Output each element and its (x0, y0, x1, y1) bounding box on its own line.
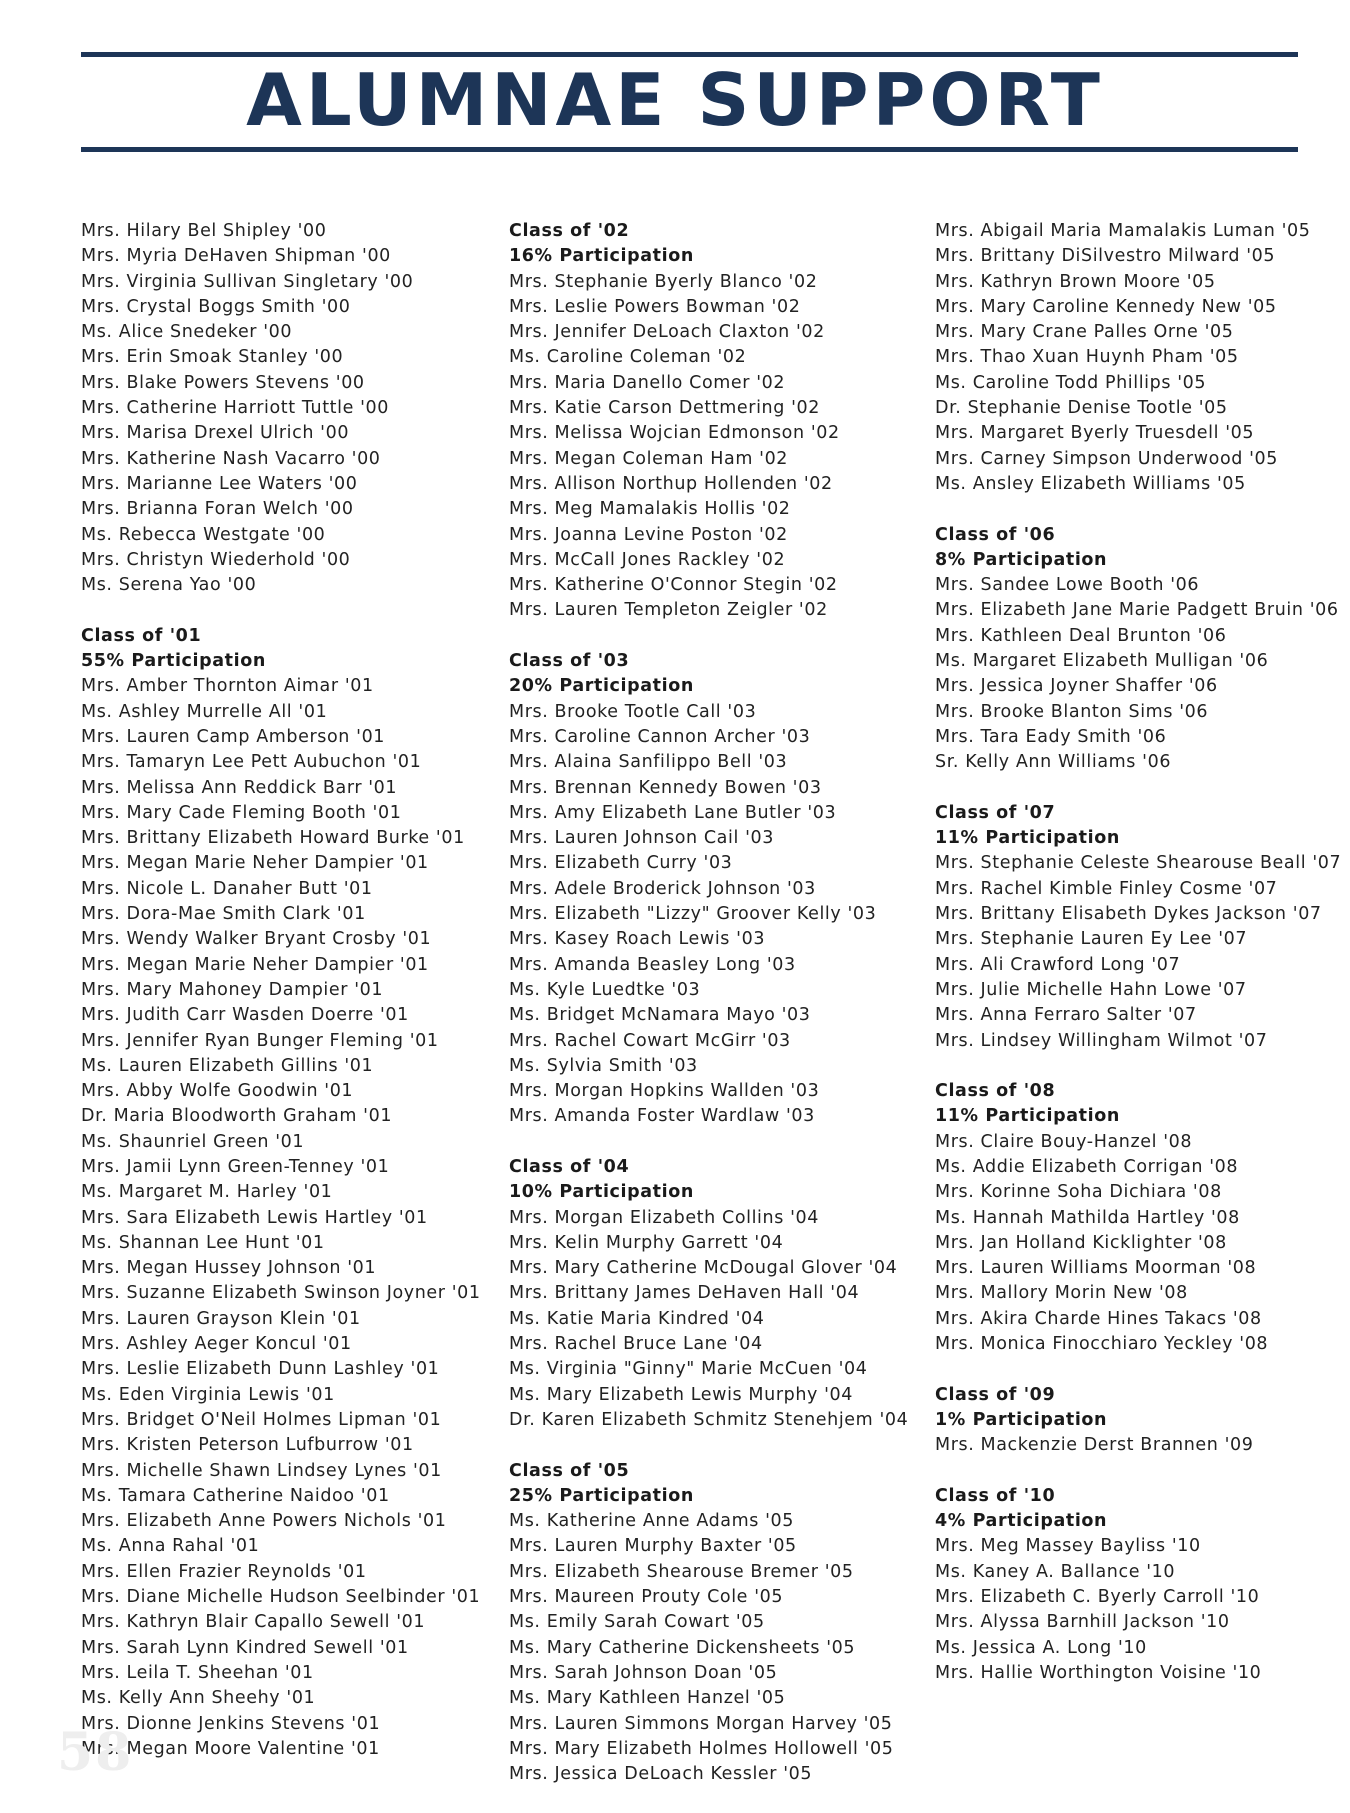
donor-name: Mrs. Rachel Cowart McGirr '03 (509, 1030, 791, 1051)
donor-name: Ms. Mary Kathleen Hanzel '05 (509, 1688, 786, 1709)
donor-name: Mrs. Marianne Lee Waters '00 (81, 473, 358, 494)
donor-name: Mrs. Catherine Harriott Tuttle '00 (81, 398, 390, 419)
donor-name: Ms. Caroline Coleman '02 (509, 347, 747, 368)
class-group (935, 801, 1341, 1054)
donor-name: Mrs. Sara Elizabeth Lewis Hartley '01 (81, 1207, 428, 1228)
donor-name: Mrs. Megan Hussey Johnson '01 (81, 1258, 377, 1279)
donor-name: Mrs. Brooke Tootle Call '03 (509, 701, 757, 722)
donor-name: Mrs. Ashley Aeger Koncul '01 (81, 1334, 352, 1355)
donor-name: Mrs. Jennifer Ryan Bunger Fleming '01 (81, 1030, 439, 1051)
donor-name: Mrs. Lauren Johnson Cail '03 (509, 828, 774, 849)
donor-name: Ms. Eden Virginia Lewis '01 (81, 1384, 335, 1405)
donor-name: Mrs. Brianna Foran Welch '00 (81, 499, 354, 520)
class-heading: Class of '01 (81, 625, 202, 646)
donor-name: Ms. Bridget McNamara Mayo '03 (509, 1005, 811, 1026)
donor-name: Mrs. Megan Moore Valentine '01 (81, 1738, 380, 1759)
class-heading: Class of '08 (935, 1081, 1056, 1102)
class-heading: Class of '05 (509, 1460, 630, 1481)
page-number: 58 (57, 1722, 134, 1783)
donor-name: Mrs. Akira Charde Hines Takacs '08 (935, 1308, 1262, 1329)
donor-name: Mrs. Lauren Murphy Baxter '05 (509, 1536, 797, 1557)
donor-name: Mrs. Bridget O'Neil Holmes Lipman '01 (81, 1409, 442, 1430)
donor-name: Mrs. Sandee Lowe Booth '06 (935, 575, 1200, 596)
donor-name: Mrs. Mary Caroline Kennedy New '05 (935, 296, 1277, 317)
participation-rate: 16% Participation (509, 246, 694, 267)
donor-name: Mrs. Virginia Sullivan Singletary '00 (81, 271, 414, 292)
donor-name: Mrs. Christyn Wiederhold '00 (81, 549, 351, 570)
donor-name: Mrs. Jennifer DeLoach Claxton '02 (509, 322, 825, 343)
class-group (935, 1383, 1341, 1459)
donor-name: Ms. Ansley Elizabeth Williams '05 (935, 473, 1246, 494)
donor-name: Mrs. Hallie Worthington Voisine '10 (935, 1662, 1262, 1683)
class-group (935, 1079, 1341, 1357)
donor-name: Mrs. Jamii Lynn Green-Tenney '01 (81, 1156, 390, 1177)
donor-name: Mrs. Elizabeth "Lizzy" Groover Kelly '03 (509, 904, 877, 925)
donor-name: Ms. Kaney A. Ballance '10 (935, 1561, 1176, 1582)
donor-name: Mrs. Megan Coleman Ham '02 (509, 448, 789, 469)
participation-rate: 55% Participation (81, 651, 266, 672)
donor-name: Mrs. Anna Ferraro Salter '07 (935, 1005, 1197, 1026)
donor-name: Mrs. Lauren Williams Moorman '08 (935, 1258, 1257, 1279)
donor-name: Mrs. Amy Elizabeth Lane Butler '03 (509, 802, 837, 823)
donor-name: Mrs. Michelle Shawn Lindsey Lynes '01 (81, 1460, 442, 1481)
donor-name: Mrs. Blake Powers Stevens '00 (81, 372, 365, 393)
donor-name: Mrs. Melissa Wojcian Edmonson '02 (509, 423, 840, 444)
class-heading: Class of '10 (935, 1485, 1056, 1506)
donor-name: Mrs. Erin Smoak Stanley '00 (81, 347, 344, 368)
donor-name: Mrs. Crystal Boggs Smith '00 (81, 296, 351, 317)
donor-name: Mrs. Amber Thornton Aimar '01 (81, 676, 374, 697)
donor-name: Ms. Tamara Catherine Naidoo '01 (81, 1485, 390, 1506)
donor-name: Mrs. Lauren Camp Amberson '01 (81, 726, 386, 747)
donor-name: Dr. Maria Bloodworth Graham '01 (81, 1106, 393, 1127)
donor-name: Mrs. Kristen Peterson Lufburrow '01 (81, 1435, 414, 1456)
donor-name: Mrs. Brittany Elisabeth Dykes Jackson '07 (935, 904, 1322, 925)
donor-name: Mrs. Abby Wolfe Goodwin '01 (81, 1081, 354, 1102)
donor-name: Ms. Margaret Elizabeth Mulligan '06 (935, 651, 1269, 672)
header-bottom-rule (81, 147, 1298, 152)
donor-name: Mrs. Mackenzie Derst Brannen '09 (935, 1435, 1254, 1456)
donor-name: Mrs. Katherine O'Connor Stegin '02 (509, 575, 838, 596)
donor-name: Ms. Lauren Elizabeth Gillins '01 (81, 1055, 374, 1076)
donor-name: Mrs. Leila T. Sheehan '01 (81, 1662, 314, 1683)
donor-name: Ms. Kelly Ann Sheehy '01 (81, 1688, 316, 1709)
participation-rate: 20% Participation (509, 676, 694, 697)
participation-rate: 10% Participation (509, 1182, 694, 1203)
donor-name: Mrs. Dora-Mae Smith Clark '01 (81, 904, 366, 925)
donor-name: Dr. Stephanie Denise Tootle '05 (935, 398, 1228, 419)
donor-name: Mrs. Lauren Simmons Morgan Harvey '05 (509, 1713, 893, 1734)
donor-name: Mrs. Hilary Bel Shipley '00 (81, 221, 327, 241)
donor-name: Mrs. Myria DeHaven Shipman '00 (81, 246, 391, 267)
donor-name: Mrs. Ellen Frazier Reynolds '01 (81, 1561, 367, 1582)
class-group (509, 649, 908, 1130)
donor-name: Mrs. Brennan Kennedy Bowen '03 (509, 777, 822, 798)
donor-name: Mrs. Stephanie Lauren Ey Lee '07 (935, 929, 1248, 950)
donor-name: Ms. Hannah Mathilda Hartley '08 (935, 1207, 1240, 1228)
donor-name: Mrs. Margaret Byerly Truesdell '05 (935, 423, 1255, 444)
donor-name: Mrs. Caroline Cannon Archer '03 (509, 726, 811, 747)
donor-name: Mrs. Melissa Ann Reddick Barr '01 (81, 777, 398, 798)
donor-name: Mrs. Rachel Kimble Finley Cosme '07 (935, 878, 1278, 899)
class-group (81, 219, 481, 598)
donor-name: Ms. Mary Elizabeth Lewis Murphy '04 (509, 1384, 854, 1405)
donor-name: Mrs. Mary Crane Palles Orne '05 (935, 322, 1234, 343)
donor-name: Mrs. Kathryn Brown Moore '05 (935, 271, 1216, 292)
donor-name: Mrs. Tamaryn Lee Pett Aubuchon '01 (81, 752, 422, 773)
donor-name: Mrs. Wendy Walker Bryant Crosby '01 (81, 929, 432, 950)
donor-name: Mrs. Dionne Jenkins Stevens '01 (81, 1713, 381, 1734)
donor-name: Ms. Jessica A. Long '10 (935, 1637, 1147, 1658)
participation-rate: 11% Participation (935, 828, 1120, 849)
donor-name: Ms. Caroline Todd Phillips '05 (935, 372, 1207, 393)
donor-name: Mrs. Brooke Blanton Sims '06 (935, 701, 1209, 722)
class-heading: Class of '04 (509, 1156, 630, 1177)
donor-name: Mrs. Katherine Nash Vacarro '00 (81, 448, 381, 469)
donor-name: Ms. Kyle Luedtke '03 (509, 979, 701, 1000)
donor-name: Mrs. McCall Jones Rackley '02 (509, 549, 786, 570)
donor-name: Mrs. Judith Carr Wasden Doerre '01 (81, 1005, 409, 1026)
donor-name: Mrs. Rachel Bruce Lane '04 (509, 1334, 763, 1355)
participation-rate: 8% Participation (935, 549, 1108, 570)
donor-name: Mrs. Brittany James DeHaven Hall '04 (509, 1283, 860, 1304)
donor-name: Mrs. Jessica DeLoach Kessler '05 (509, 1764, 813, 1785)
donor-column-3 (935, 219, 1341, 1712)
donor-name: Mrs. Maureen Prouty Cole '05 (509, 1587, 784, 1608)
donor-name: Mrs. Marisa Drexel Ulrich '00 (81, 423, 350, 444)
donor-name: Ms. Rebecca Westgate '00 (81, 524, 326, 545)
donor-name: Mrs. Morgan Elizabeth Collins '04 (509, 1207, 819, 1228)
donor-name: Mrs. Brittany DiSilvestro Milward '05 (935, 246, 1276, 267)
donor-name: Ms. Shaunriel Green '01 (81, 1131, 305, 1152)
donor-column-1 (81, 219, 481, 1787)
participation-rate: 25% Participation (509, 1485, 694, 1506)
donor-name: Mrs. Stephanie Celeste Shearouse Beall '07 (935, 853, 1342, 874)
donor-name: Mrs. Stephanie Byerly Blanco '02 (509, 271, 818, 292)
donor-name: Mrs. Amanda Foster Wardlaw '03 (509, 1106, 815, 1127)
donor-name: Mrs. Abigail Maria Mamalakis Luman '05 (935, 221, 1311, 241)
donor-name: Sr. Kelly Ann Williams '06 (935, 752, 1172, 773)
donor-name: Mrs. Katie Carson Dettmering '02 (509, 398, 820, 419)
donor-name: Mrs. Tara Eady Smith '06 (935, 726, 1167, 747)
donor-name: Mrs. Julie Michelle Hahn Lowe '07 (935, 979, 1247, 1000)
donor-name: Ms. Shannan Lee Hunt '01 (81, 1232, 325, 1253)
donor-name: Mrs. Sarah Johnson Doan '05 (509, 1662, 778, 1683)
donor-name: Mrs. Brittany Elizabeth Howard Burke '01 (81, 828, 465, 849)
donor-name: Mrs. Mary Mahoney Dampier '01 (81, 979, 384, 1000)
donor-name: Mrs. Leslie Elizabeth Dunn Lashley '01 (81, 1359, 440, 1380)
donor-name: Mrs. Kelin Murphy Garrett '04 (509, 1232, 784, 1253)
donor-column-2 (509, 219, 908, 1813)
class-group (81, 624, 481, 1762)
donor-name: Mrs. Leslie Powers Bowman '02 (509, 296, 801, 317)
participation-rate: 11% Participation (935, 1106, 1120, 1127)
class-group (935, 523, 1341, 776)
donor-name: Mrs. Mallory Morin New '08 (935, 1283, 1188, 1304)
donor-name: Ms. Katie Maria Kindred '04 (509, 1308, 765, 1329)
donor-name: Ms. Sylvia Smith '03 (509, 1055, 698, 1076)
donor-name: Ms. Margaret M. Harley '01 (81, 1182, 333, 1203)
class-group (509, 1155, 908, 1433)
donor-name: Ms. Ashley Murrelle All '01 (81, 701, 328, 722)
class-heading: Class of '07 (935, 802, 1056, 823)
donor-name: Mrs. Thao Xuan Huynh Pham '05 (935, 347, 1239, 368)
donor-name: Mrs. Ali Crawford Long '07 (935, 954, 1181, 975)
donor-name: Mrs. Kathleen Deal Brunton '06 (935, 625, 1227, 646)
class-group (935, 1484, 1341, 1686)
class-heading: Class of '03 (509, 651, 630, 672)
donor-name: Mrs. Lindsey Willingham Wilmot '07 (935, 1030, 1268, 1051)
donor-name: Ms. Anna Rahal '01 (81, 1536, 260, 1557)
donor-name: Mrs. Megan Marie Neher Dampier '01 (81, 954, 429, 975)
donor-name: Mrs. Jessica Joyner Shaffer '06 (935, 676, 1218, 697)
donor-name: Mrs. Alyssa Barnhill Jackson '10 (935, 1612, 1230, 1633)
donor-name: Mrs. Monica Finocchiaro Yeckley '08 (935, 1334, 1269, 1355)
donor-name: Mrs. Korinne Soha Dichiara '08 (935, 1182, 1222, 1203)
donor-name: Mrs. Adele Broderick Johnson '03 (509, 878, 816, 899)
donor-name: Mrs. Alaina Sanfilippo Bell '03 (509, 752, 788, 773)
class-group (935, 219, 1341, 497)
donor-name: Ms. Alice Snedeker '00 (81, 322, 293, 343)
donor-name: Mrs. Kasey Roach Lewis '03 (509, 929, 766, 950)
donor-name: Mrs. Elizabeth Shearouse Bremer '05 (509, 1561, 854, 1582)
donor-name: Mrs. Suzanne Elizabeth Swinson Joyner '01 (81, 1283, 481, 1304)
donor-name: Mrs. Sarah Lynn Kindred Sewell '01 (81, 1637, 409, 1658)
class-heading: Class of '06 (935, 524, 1056, 545)
donor-name: Mrs. Meg Massey Bayliss '10 (935, 1536, 1201, 1557)
donor-name: Mrs. Morgan Hopkins Wallden '03 (509, 1081, 820, 1102)
donor-name: Mrs. Lauren Templeton Zeigler '02 (509, 600, 828, 621)
donor-name: Mrs. Jan Holland Kicklighter '08 (935, 1232, 1227, 1253)
donor-name: Mrs. Carney Simpson Underwood '05 (935, 448, 1278, 469)
donor-name: Mrs. Megan Marie Neher Dampier '01 (81, 853, 429, 874)
participation-rate: 1% Participation (935, 1409, 1108, 1430)
donor-name: Mrs. Claire Bouy-Hanzel '08 (935, 1131, 1193, 1152)
donor-name: Mrs. Mary Elizabeth Holmes Hollowell '05 (509, 1738, 894, 1759)
donor-name: Mrs. Elizabeth C. Byerly Carroll '10 (935, 1587, 1260, 1608)
donor-name: Ms. Addie Elizabeth Corrigan '08 (935, 1156, 1239, 1177)
donor-name: Mrs. Kathryn Blair Capallo Sewell '01 (81, 1612, 426, 1633)
header-top-rule (81, 52, 1298, 57)
donor-name: Dr. Karen Elizabeth Schmitz Stenehjem '04 (509, 1409, 909, 1430)
class-heading: Class of '02 (509, 221, 630, 241)
class-group (509, 219, 908, 624)
donor-name: Mrs. Maria Danello Comer '02 (509, 372, 786, 393)
donor-name: Mrs. Mary Catherine McDougal Glover '04 (509, 1258, 898, 1279)
donor-name: Mrs. Elizabeth Anne Powers Nichols '01 (81, 1511, 447, 1532)
donor-name: Mrs. Lauren Grayson Klein '01 (81, 1308, 361, 1329)
donor-name: Mrs. Mary Cade Fleming Booth '01 (81, 802, 402, 823)
donor-name: Mrs. Nicole L. Danaher Butt '01 (81, 878, 373, 899)
donor-name: Mrs. Allison Northup Hollenden '02 (509, 473, 833, 494)
donor-name: Ms. Katherine Anne Adams '05 (509, 1511, 795, 1532)
donor-name: Ms. Virginia "Ginny" Marie McCuen '04 (509, 1359, 868, 1380)
donor-name: Mrs. Elizabeth Curry '03 (509, 853, 733, 874)
donor-name: Ms. Emily Sarah Cowart '05 (509, 1612, 765, 1633)
participation-rate: 4% Participation (935, 1511, 1108, 1532)
donor-name: Ms. Serena Yao '00 (81, 575, 257, 596)
class-group (509, 1459, 908, 1788)
donor-name: Mrs. Meg Mamalakis Hollis '02 (509, 499, 791, 520)
donor-name: Mrs. Joanna Levine Poston '02 (509, 524, 788, 545)
donor-name: Mrs. Diane Michelle Hudson Seelbinder '01 (81, 1587, 481, 1608)
class-heading: Class of '09 (935, 1384, 1056, 1405)
donor-name: Ms. Mary Catherine Dickensheets '05 (509, 1637, 856, 1658)
donor-name: Mrs. Amanda Beasley Long '03 (509, 954, 796, 975)
page-title: ALUMNAE SUPPORT (246, 58, 1104, 142)
donor-name: Mrs. Elizabeth Jane Marie Padgett Bruin '06 (935, 600, 1339, 621)
